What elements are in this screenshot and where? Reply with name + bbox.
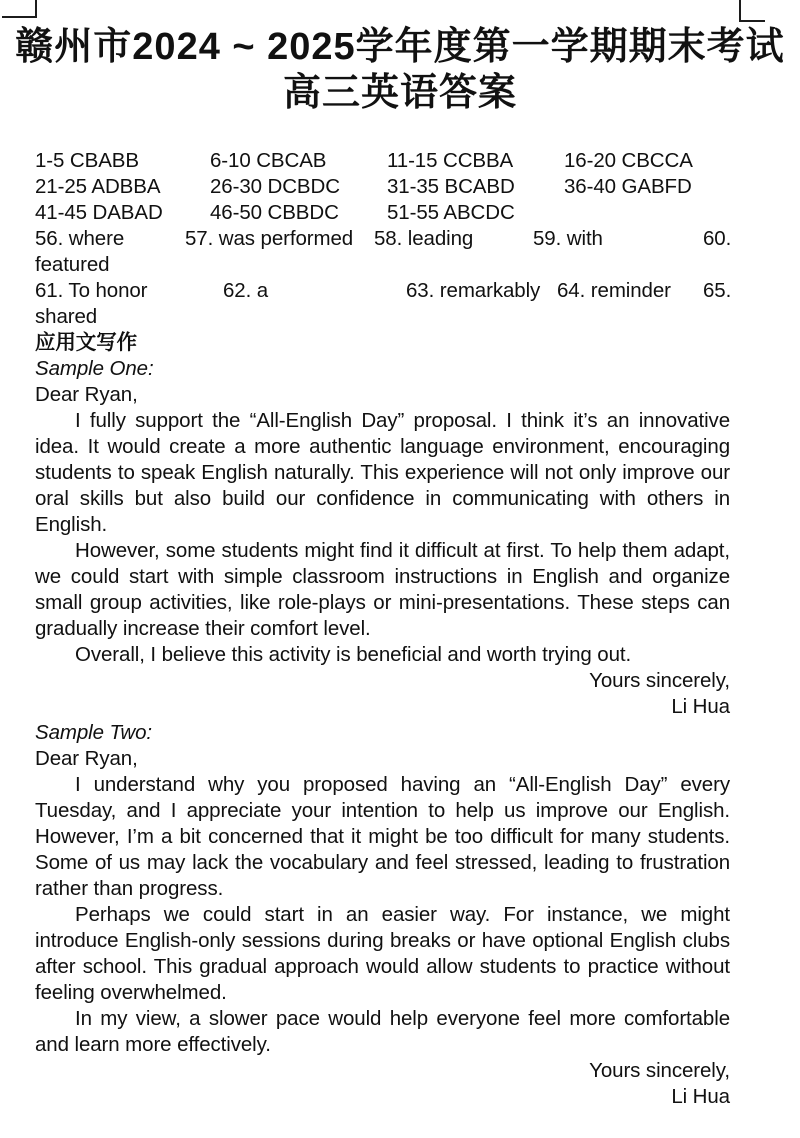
answer-group: 36-40 GABFD [564, 175, 692, 198]
answer-item: 59. with [533, 227, 603, 250]
answer-group: 1-5 CBABB [35, 149, 139, 172]
page-title-line1: 赣州市2024 ~ 2025学年度第一学期期末考试 [15, 26, 785, 68]
objective-answers-row-3 [35, 200, 730, 226]
answer-content [35, 148, 730, 1110]
sample-one-label: Sample One: [35, 357, 154, 380]
answer-item: 58. leading [374, 227, 474, 250]
answer-item: 57. was performed [185, 227, 354, 250]
sample-one-closing: Yours sincerely, [589, 669, 730, 692]
answer-group: 51-55 ABCDC [387, 201, 515, 224]
writing-section-heading: 应用文写作 [35, 331, 137, 354]
sample-one-paragraph-1: I fully support the “All-English Day” proposal. I think it’s an innovative idea. It would create a more authentic language environment, encouraging students to speak English naturally. This experience will not only improve our oral skills but also build our confidence in communicating with others in English. [35, 409, 730, 536]
answer-item: 64. reminder [557, 279, 671, 302]
answer-item: 56. where [35, 227, 125, 250]
answer-group: 21-25 ADBBA [35, 175, 161, 198]
sample-two-salutation: Dear Ryan, [35, 747, 138, 770]
answer-group: 6-10 CBCAB [210, 149, 327, 172]
page-title-line2: 高三英语答案 [282, 72, 517, 114]
sample-two-paragraph-2: Perhaps we could start in an easier way. For instance, we might introduce English-only sessions during breaks or have optional English clubs after school. This gradual approach would allow students to practice without feeling overwhelmed. [35, 903, 730, 1004]
crop-mark-top-left [2, 0, 37, 18]
answer-item-overflow: featured [35, 253, 110, 276]
sample-two-label: Sample Two: [35, 721, 153, 744]
page-title [0, 0, 800, 116]
answer-group: 11-15 CCBBA [387, 149, 514, 172]
answer-group: 31-35 BCABD [387, 175, 515, 198]
sample-two-signature: Li Hua [671, 1085, 730, 1108]
answer-item: 63. remarkably [406, 279, 541, 302]
answer-item-overflow: shared [35, 305, 98, 328]
answer-group: 26-30 DCBDC [210, 175, 340, 198]
objective-answers-row-2 [35, 174, 730, 200]
grammar-fill-row-1 [35, 226, 730, 252]
answer-group: 46-50 CBBDC [210, 201, 339, 224]
answer-item: 61. To honor [35, 279, 148, 302]
sample-one-salutation: Dear Ryan, [35, 383, 138, 406]
answer-item: 62. a [223, 279, 269, 302]
sample-two-paragraph-3: In my view, a slower pace would help everyone feel more comfortable and learn more effectively. [35, 1007, 730, 1056]
sample-two-closing: Yours sincerely, [589, 1059, 730, 1082]
answer-item: 60. [703, 227, 732, 250]
sample-one-paragraph-2: However, some students might find it difficult at first. To help them adapt, we could start with simple classroom instructions in English and organize small group activities, like role-plays or mini-presentations. These steps can gradually increase their comfort level. [35, 539, 730, 640]
answer-group: 16-20 CBCCA [564, 149, 693, 172]
objective-answers-row-1 [35, 148, 730, 174]
answer-group: 41-45 DABAD [35, 201, 163, 224]
sample-two-paragraph-1: I understand why you proposed having an “All-English Day” every Tuesday, and I appreciate your intention to help us improve our English. However, I’m a bit concerned that it might be too difficult for many students. Some of us may lack the vocabulary and feel stressed, leading to frustration rather than progress. [35, 773, 730, 900]
crop-mark-top-right [739, 0, 765, 22]
answer-item: 65. [703, 279, 732, 302]
sample-one-paragraph-3: Overall, I believe this activity is beneficial and worth trying out. [75, 643, 632, 666]
grammar-fill-row-2 [35, 278, 730, 304]
sample-one-signature: Li Hua [671, 695, 730, 718]
